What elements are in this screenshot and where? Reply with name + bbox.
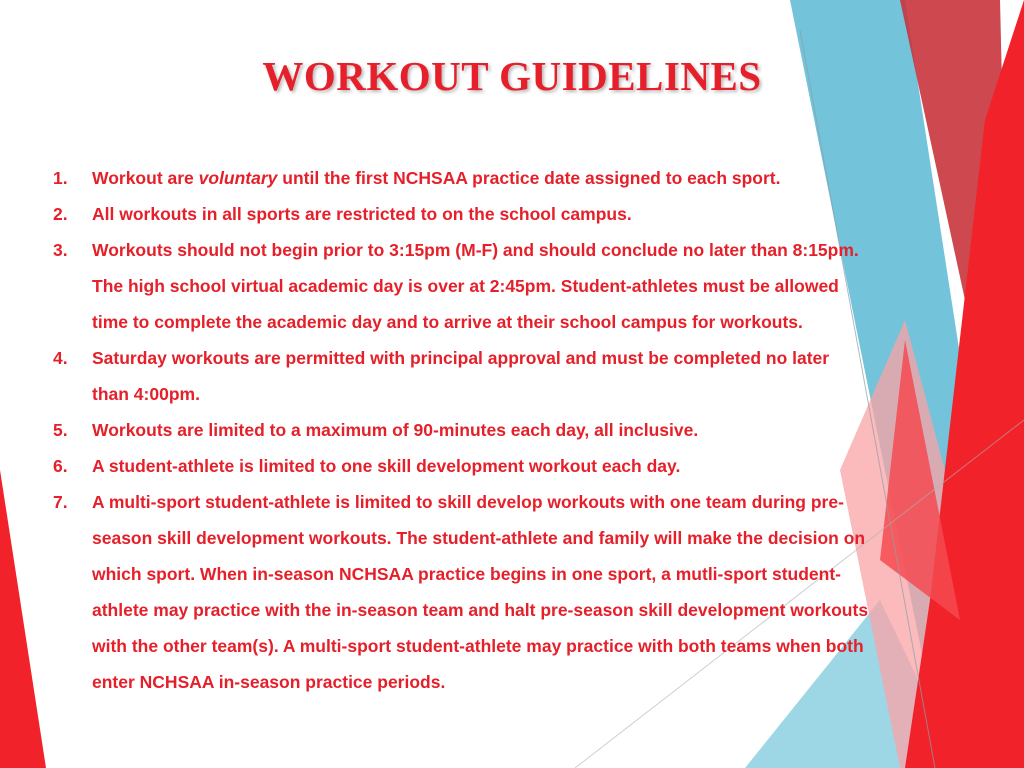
list-item-line — [92, 304, 982, 340]
list-item-text: All workouts in all sports are restricted to on the school campus. — [92, 204, 632, 224]
list-item-line — [92, 232, 982, 268]
list-item-text: until the first NCHSAA practice date assigned to each sport. — [277, 168, 781, 188]
list-item-number: 5. — [53, 420, 68, 440]
page-title: WORKOUT GUIDELINES — [262, 53, 762, 99]
list-item — [0, 448, 982, 484]
list-item-line — [92, 376, 982, 412]
list-item-line — [92, 160, 982, 196]
list-item-text: Workouts are limited to a maximum of 90-minutes each day, all inclusive. — [92, 420, 699, 440]
list-item-number: 4. — [53, 348, 68, 368]
list-item-number: 1. — [53, 168, 68, 188]
list-item-text: with the other team(s). A multi-sport student-athlete may practice with both teams when both — [92, 636, 864, 656]
list-item-line — [92, 196, 982, 232]
guidelines-list — [0, 160, 982, 700]
list-item-text: season skill development workouts. The student-athlete and family will make the decision on — [92, 528, 866, 548]
list-item — [0, 232, 982, 340]
list-item-line — [92, 556, 982, 592]
list-item-text: time to complete the academic day and to arrive at their school campus for workouts. — [92, 312, 803, 332]
list-item-text: A multi-sport student-athlete is limited to skill develop workouts with one team during pre- — [92, 492, 844, 512]
list-item-text: Workouts should not begin prior to 3:15pm (M-F) and should conclude no later than 8:15pm. — [92, 240, 859, 260]
list-item — [0, 196, 982, 232]
list-item-text: A student-athlete is limited to one skill development workout each day. — [92, 456, 681, 476]
list-item-line — [92, 628, 982, 664]
list-item-line — [92, 412, 982, 448]
list-item-text: which sport. When in-season NCHSAA practice begins in one sport, a mutli-sport student- — [92, 564, 841, 584]
list-item — [0, 412, 982, 448]
list-item-number: 6. — [53, 456, 68, 476]
list-item-line — [92, 340, 982, 376]
emphasized-text: voluntary — [198, 168, 278, 188]
list-item-number: 2. — [53, 204, 68, 224]
list-item-text: The high school virtual academic day is over at 2:45pm. Student-athletes must be allowed — [92, 276, 839, 296]
list-item-line — [92, 592, 982, 628]
list-item-number: 3. — [53, 240, 68, 260]
list-item-number: 7. — [53, 492, 68, 512]
list-item-line — [92, 520, 982, 556]
list-item — [0, 340, 982, 412]
list-item-line — [92, 664, 982, 700]
list-item-text: than 4:00pm. — [92, 384, 200, 404]
list-item-text: Saturday workouts are permitted with principal approval and must be completed no later — [92, 348, 830, 368]
list-item-line — [92, 484, 982, 520]
list-item-text: enter NCHSAA in-season practice periods. — [92, 672, 446, 692]
list-item-line — [92, 448, 982, 484]
list-item — [0, 160, 982, 196]
list-item-text: athlete may practice with the in-season team and halt pre-season skill development workouts — [92, 600, 869, 620]
list-item-line — [92, 268, 982, 304]
list-item — [0, 484, 982, 700]
list-item-text: Workout are — [92, 168, 199, 188]
